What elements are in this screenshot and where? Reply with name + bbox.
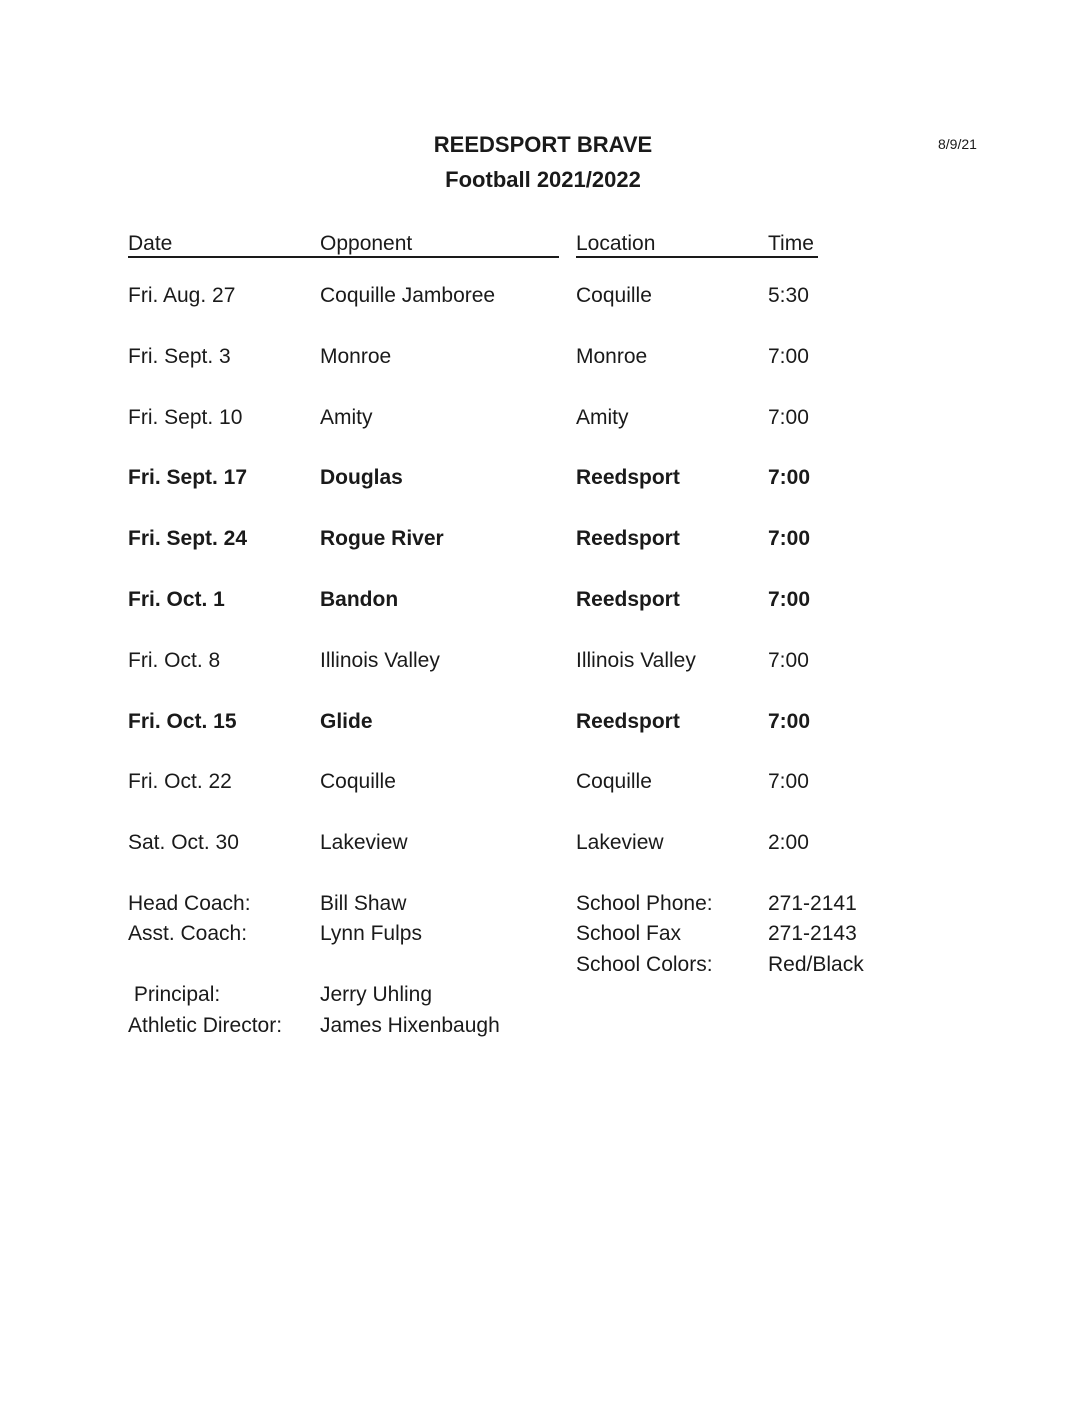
game-date: Fri. Oct. 15 xyxy=(128,710,237,733)
header-underline-left xyxy=(128,256,559,258)
school-fax-label: School Fax xyxy=(576,922,682,945)
game-opponent: Rogue River xyxy=(320,527,444,550)
athletic-director-label: Athletic Director: xyxy=(128,1014,283,1037)
game-opponent: Lakeview xyxy=(320,831,408,854)
game-location: Lakeview xyxy=(576,831,664,854)
header-opponent: Opponent xyxy=(320,232,413,255)
game-date: Fri. Sept. 24 xyxy=(128,527,248,550)
header-time: Time xyxy=(768,232,814,255)
header-location: Location xyxy=(576,232,656,255)
game-time: 7:00 xyxy=(768,770,809,793)
school-colors-label: School Colors: xyxy=(576,953,713,976)
game-location: Amity xyxy=(576,406,629,429)
game-opponent: Douglas xyxy=(320,466,403,489)
principal-name: Jerry Uhling xyxy=(320,983,433,1006)
game-opponent: Coquille xyxy=(320,770,396,793)
game-time: 7:00 xyxy=(768,345,809,368)
game-location: Monroe xyxy=(576,345,648,368)
school-fax: 271-2143 xyxy=(768,922,857,945)
game-opponent: Bandon xyxy=(320,588,399,611)
head-coach-label: Head Coach: xyxy=(128,892,251,915)
game-time: 7:00 xyxy=(768,527,811,550)
game-date: Fri. Sept. 3 xyxy=(128,345,231,368)
game-date: Fri. Oct. 8 xyxy=(128,649,221,672)
game-time: 7:00 xyxy=(768,649,809,672)
game-opponent: Monroe xyxy=(320,345,392,368)
game-date: Fri. Oct. 1 xyxy=(128,588,225,611)
game-date: Fri. Sept. 17 xyxy=(128,466,248,489)
header-date: Date xyxy=(128,232,173,255)
game-date: Fri. Sept. 10 xyxy=(128,406,243,429)
game-location: Reedsport xyxy=(576,466,680,489)
game-location: Reedsport xyxy=(576,710,680,733)
game-date: Sat. Oct. 30 xyxy=(128,831,239,854)
game-time: 7:00 xyxy=(768,406,809,429)
header-underline-right xyxy=(576,256,818,258)
game-date: Fri. Aug. 27 xyxy=(128,284,236,307)
school-phone: 271-2141 xyxy=(768,892,857,915)
page-subtitle: Football 2021/2022 xyxy=(445,167,641,192)
game-date: Fri. Oct. 22 xyxy=(128,770,232,793)
document-date: 8/9/21 xyxy=(938,136,977,152)
game-time: 5:30 xyxy=(768,284,809,307)
athletic-director-name: James Hixenbaugh xyxy=(320,1014,500,1037)
principal-label: Principal: xyxy=(128,983,221,1006)
game-opponent: Illinois Valley xyxy=(320,649,440,672)
asst-coach-label: Asst. Coach: xyxy=(128,922,248,945)
school-colors: Red/Black xyxy=(768,953,864,976)
game-location: Reedsport xyxy=(576,588,680,611)
game-location: Coquille xyxy=(576,284,652,307)
game-location: Reedsport xyxy=(576,527,680,550)
page-title: REEDSPORT BRAVE xyxy=(433,132,653,157)
game-location: Illinois Valley xyxy=(576,649,696,672)
game-opponent: Glide xyxy=(320,710,373,733)
game-opponent: Coquille Jamboree xyxy=(320,284,496,307)
game-time: 2:00 xyxy=(768,831,809,854)
game-time: 7:00 xyxy=(768,466,811,489)
game-time: 7:00 xyxy=(768,710,811,733)
game-opponent: Amity xyxy=(320,406,373,429)
head-coach-name: Bill Shaw xyxy=(320,892,407,915)
school-phone-label: School Phone: xyxy=(576,892,713,915)
game-location: Coquille xyxy=(576,770,652,793)
game-time: 7:00 xyxy=(768,588,811,611)
asst-coach-name: Lynn Fulps xyxy=(320,922,422,945)
